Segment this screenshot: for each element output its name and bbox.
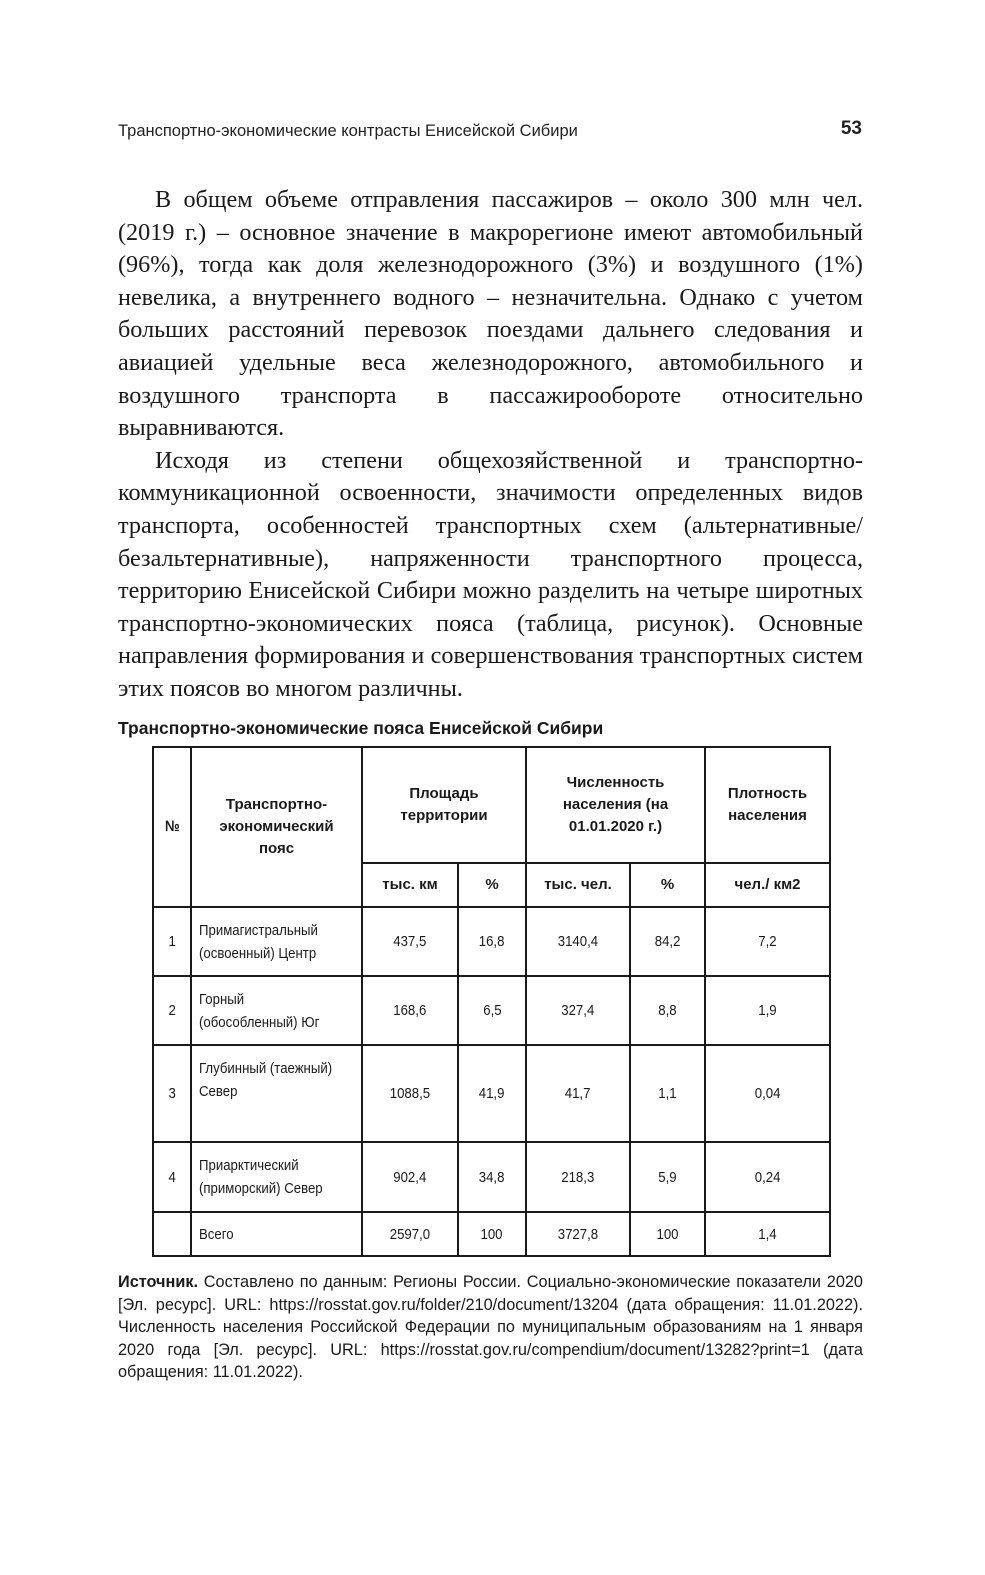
cell-density: 1,9	[705, 976, 830, 1045]
cell-area-pct: 34,8	[458, 1142, 526, 1212]
table-row	[153, 1142, 830, 1212]
unit-area: тыс. км	[362, 863, 458, 907]
cell-area-pct: 16,8	[458, 907, 526, 976]
cell-population-pct: 1,1	[630, 1045, 705, 1142]
cell-belt-name: Горный (обособленный) Юг	[191, 976, 362, 1045]
cell-belt-name: Глубинный (таежный) Север	[191, 1045, 362, 1142]
cell-population: 327,4	[526, 976, 630, 1045]
cell-area: 902,4	[362, 1142, 458, 1212]
cell-population-pct: 84,2	[630, 907, 705, 976]
total-row	[153, 1212, 830, 1256]
cell-belt-name: Примагистральный (освоенный) Центр	[191, 907, 362, 976]
cell-area: 168,6	[362, 976, 458, 1045]
page-number: 53	[840, 118, 862, 139]
cell-population: 3140,4	[526, 907, 630, 976]
unit-population-pct: %	[630, 863, 705, 907]
cell-density: 7,2	[705, 907, 830, 976]
header-row	[153, 747, 830, 863]
unit-density: чел./ км2	[705, 863, 830, 907]
belts-table	[152, 746, 831, 1257]
cell-area-pct: 6,5	[458, 976, 526, 1045]
cell-density: 0,04	[705, 1045, 830, 1142]
header-belt: Транспортно-экономический пояс	[191, 747, 362, 907]
unit-population: тыс. чел.	[526, 863, 630, 907]
table-title: Транспортно-экономические пояса Енисейской Сибири	[118, 718, 604, 738]
cell-belt-name: Приарктический (приморский) Север	[191, 1142, 362, 1212]
source-text: Составлено по данным: Регионы России. Социально-экономические показатели 2020 [Эл. ресурс]. URL: https://rosstat.gov.ru/folder/210/document/13204 (дата обращения: 11.01.2022). Численность населения Российской Федерации по муниципальным образованиям на 1 января 2020 года [Эл. ресурс]. URL: https://rosstat.gov.ru/compendium/document/13282?print=1 (дата обращения: 11.01.2022).	[118, 1273, 863, 1382]
cell-area: 1088,5	[362, 1045, 458, 1142]
cell-area-pct: 100	[458, 1212, 526, 1256]
cell-population-pct: 8,8	[630, 976, 705, 1045]
cell-population: 218,3	[526, 1142, 630, 1212]
table-row	[153, 907, 830, 976]
cell-num: 3	[153, 1045, 191, 1142]
cell-population-pct: 5,9	[630, 1142, 705, 1212]
cell-total-label: Всего	[191, 1212, 362, 1256]
cell-area: 2597,0	[362, 1212, 458, 1256]
paragraph: В общем объеме отправления пассажиров – около 300 млн чел. (2019 г.) – основное значение в макрорегионе имеют автомобильный (96%), тогда как доля железнодорожного (3%) и воздушного (1%) невелика, а внутреннего водного – незначительна. Однако с учетом больших расстояний перевозок поездами дальнего следования и авиацией удельные веса железнодорожного, автомобильного и воздушного транспорта в пассажирообороте относительно выравниваются.	[118, 186, 863, 442]
cell-density: 1,4	[705, 1212, 830, 1256]
cell-num: 1	[153, 907, 191, 976]
cell-num: 4	[153, 1142, 191, 1212]
table-row	[153, 976, 830, 1045]
unit-area-pct: %	[458, 863, 526, 907]
cell-population: 41,7	[526, 1045, 630, 1142]
header-population: Численность населения (на 01.01.2020 г.)	[526, 747, 705, 863]
cell-density: 0,24	[705, 1142, 830, 1212]
cell-area-pct: 41,9	[458, 1045, 526, 1142]
cell-num: 2	[153, 976, 191, 1045]
body-text	[118, 184, 863, 706]
paragraph: Исходя из степени общехозяйственной и транспортно-коммуникационной освоенности, значимости определенных видов транспорта, особенностей транспортных схем (альтернативные/безальтернативные), напряженности транспортного процесса, территорию Енисейской Сибири можно разделить на четыре широтных транспортно-экономических пояса (таблица, рисунок). Основные направления формирования и совершенствования транспортных систем этих поясов во многом различны.	[118, 446, 863, 702]
source-label: Источник.	[118, 1273, 199, 1291]
header-num: №	[153, 747, 191, 907]
running-head: Транспортно-экономические контрасты Енисейской Сибири	[118, 122, 578, 140]
cell-population: 3727,8	[526, 1212, 630, 1256]
cell-area: 437,5	[362, 907, 458, 976]
cell-population-pct: 100	[630, 1212, 705, 1256]
header-area: Площадь территории	[362, 747, 526, 863]
source-note	[118, 1271, 863, 1384]
cell-num	[153, 1212, 191, 1256]
table-row	[153, 1045, 830, 1142]
header-density: Плотность населения	[705, 747, 830, 863]
